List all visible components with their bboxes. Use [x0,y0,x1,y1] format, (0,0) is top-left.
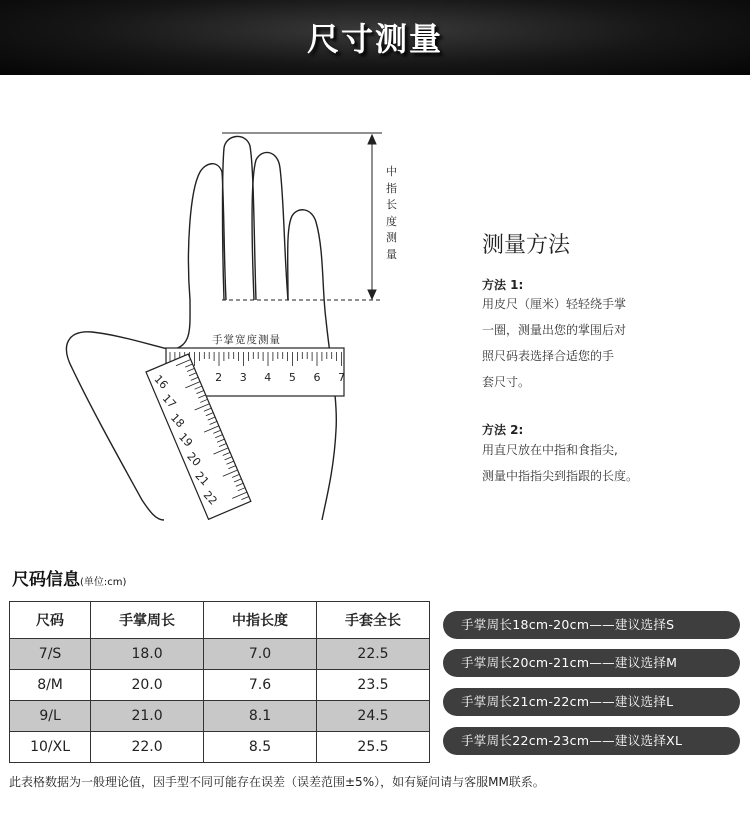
table-cell: 23.5 [317,670,430,701]
method-1-line: 照尺码表选择合适您的手 [482,349,615,363]
method-1-heading: 方法 1: [482,278,524,292]
ruler-number: 5 [288,371,296,384]
ruler-number: 2 [215,371,223,384]
size-info-heading: 尺码信息 [12,570,80,590]
finger-length-label: 中指长度测量 [386,165,397,261]
table-cell: 9/L [10,701,91,732]
table-row [10,701,430,732]
palm-width-label: 手掌宽度测量 [212,334,281,346]
method-1-line: 一圈，测量出您的掌围后对 [482,323,627,337]
table-cell: 22.5 [317,639,430,670]
table-header: 尺码 [10,602,91,639]
table-cell: 8.1 [204,701,317,732]
method-1-text [482,291,626,395]
size-advice-xl: 手掌周长22cm-23cm——建议选择XL [443,727,740,755]
size-advice-m: 手掌周长20cm-21cm——建议选择M [443,649,740,677]
table-cell: 7.6 [204,670,317,701]
table-cell: 25.5 [317,732,430,763]
header-banner [0,0,750,75]
size-table [9,601,430,763]
table-cell: 18.0 [91,639,204,670]
table-cell: 7.0 [204,639,317,670]
ruler-number: 17 [159,391,179,411]
size-advice-s: 手掌周长18cm-20cm——建议选择S [443,611,740,639]
ruler-number: 20 [184,449,204,469]
table-cell: 7/S [10,639,91,670]
table-header: 手掌周长 [91,602,204,639]
disclaimer-note: 此表格数据为一般理论值，因手型不同可能存在误差（误差范围±5%），如有疑问请与客服MM联系。 [9,775,545,789]
ruler-number: 22 [200,488,220,508]
table-cell: 8/M [10,670,91,701]
method-2-heading: 方法 2: [482,423,524,437]
finger-length-indicator [222,133,382,300]
size-info-title [12,565,126,590]
table-cell: 8.5 [204,732,317,763]
table-row [10,670,430,701]
table-cell: 24.5 [317,701,430,732]
size-advice-l: 手掌周长21cm-22cm——建议选择L [443,688,740,716]
hand-measurement-diagram [0,80,450,540]
method-title: 测量方法 [482,233,571,258]
table-header: 中指长度 [204,602,317,639]
table-header: 手套全长 [317,602,430,639]
method-2-line: 测量中指指尖到指跟的长度。 [482,469,639,483]
ruler-number: 7 [338,371,346,384]
ruler-number: 19 [176,430,196,450]
method-1-line: 用皮尺（厘米）轻轻绕手掌 [482,297,627,311]
table-header-row [10,602,430,639]
ruler-number: 4 [264,371,272,384]
ruler-number: 6 [313,371,321,384]
ruler-number: 16 [151,372,171,392]
table-cell: 10/XL [10,732,91,763]
method-1-line: 套尺寸。 [482,375,531,389]
ruler-number: 18 [167,411,187,431]
method-2-line: 用直尺放在中指和食指尖, [482,443,618,457]
page-title: 尺寸测量 [306,20,443,58]
table-row [10,639,430,670]
table-cell: 20.0 [91,670,204,701]
ruler-number: 21 [192,469,212,489]
table-cell: 21.0 [91,701,204,732]
method-2-text [482,437,638,489]
ruler-number: 3 [239,371,247,384]
table-cell: 22.0 [91,732,204,763]
size-info-unit: (单位:cm) [80,577,127,588]
table-row [10,732,430,763]
